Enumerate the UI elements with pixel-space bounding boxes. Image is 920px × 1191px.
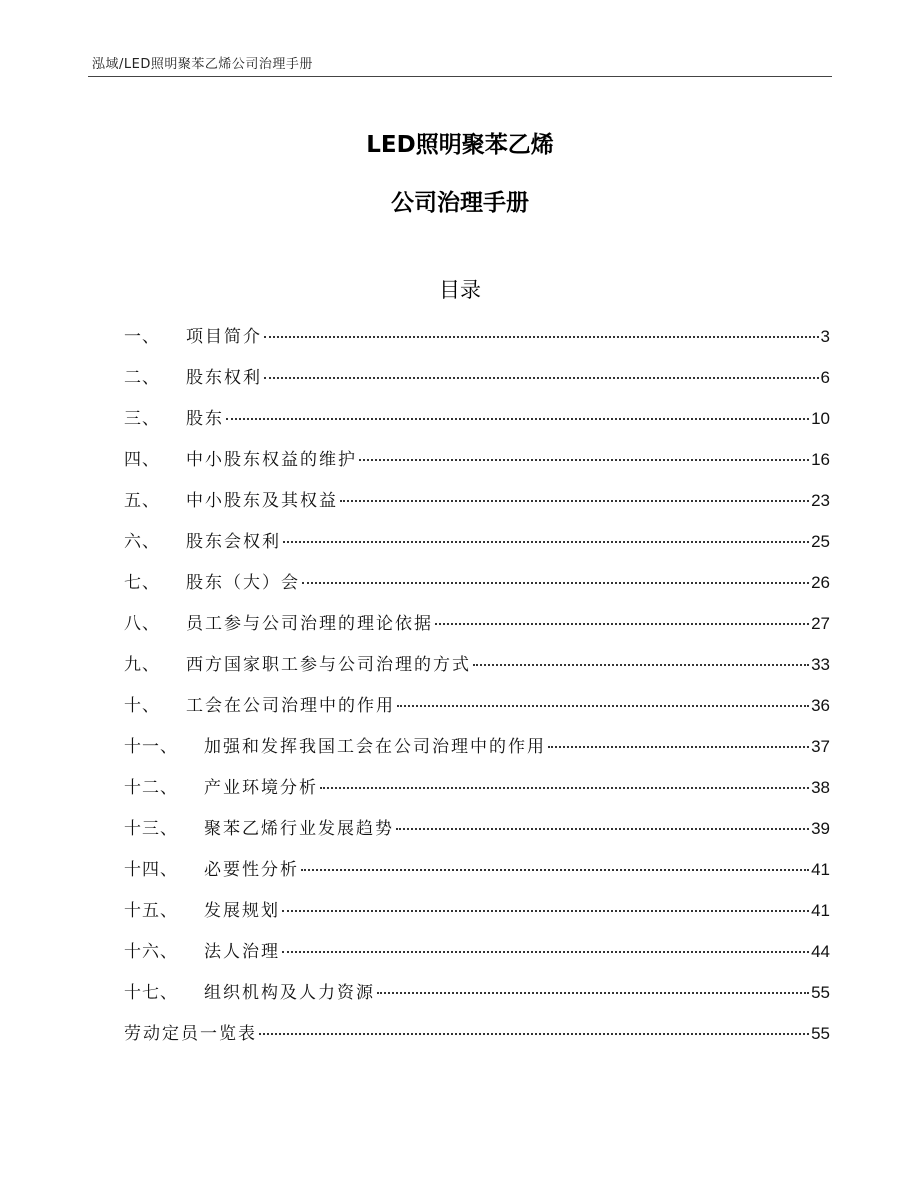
toc-dot-leader — [282, 951, 809, 953]
toc-entry-number: 七、 — [124, 573, 160, 593]
toc-entry-number: 八、 — [124, 614, 160, 634]
toc-dot-leader — [340, 500, 809, 502]
header-divider — [88, 76, 832, 77]
toc-entry-title: 中小股东及其权益 — [186, 491, 338, 511]
toc-entry-title: 项目简介 — [186, 327, 262, 347]
toc-entry-title: 产业环境分析 — [204, 778, 318, 798]
toc-entry-title: 工会在公司治理中的作用 — [186, 696, 395, 716]
toc-entry-number: 十五、 — [124, 901, 178, 921]
toc-entry[interactable] — [124, 445, 830, 486]
toc-entry-page: 3 — [820, 327, 830, 346]
toc-entry[interactable] — [124, 855, 830, 896]
toc-dot-leader — [320, 787, 809, 789]
toc-dot-leader — [301, 869, 809, 871]
document-title-line-2: 公司治理手册 — [391, 190, 529, 216]
toc-entry-number: 十二、 — [124, 778, 178, 798]
toc-dot-leader — [435, 623, 809, 625]
toc-entry[interactable] — [124, 896, 830, 937]
toc-entry-page: 27 — [811, 614, 830, 633]
toc-entry[interactable] — [124, 609, 830, 650]
toc-dot-leader — [283, 541, 809, 543]
toc-entry-page: 39 — [811, 819, 830, 838]
table-of-contents — [124, 322, 830, 1060]
toc-entry-page: 25 — [811, 532, 830, 551]
toc-entry-page: 10 — [811, 409, 830, 428]
toc-entry[interactable] — [124, 978, 830, 1019]
toc-entry-title: 西方国家职工参与公司治理的方式 — [186, 655, 471, 675]
document-title-line-1: LED照明聚苯乙烯 — [366, 132, 554, 158]
toc-entry-page: 6 — [820, 368, 830, 387]
toc-dot-leader — [264, 377, 819, 379]
toc-entry-number: 十三、 — [124, 819, 178, 839]
toc-dot-leader — [259, 1033, 809, 1035]
toc-entry-title: 加强和发挥我国工会在公司治理中的作用 — [204, 737, 546, 757]
toc-entry-page: 16 — [811, 450, 830, 469]
toc-dot-leader — [302, 582, 809, 584]
toc-entry-page: 33 — [811, 655, 830, 674]
running-header: 泓域/LED照明聚苯乙烯公司治理手册 — [92, 57, 313, 72]
toc-entry[interactable] — [124, 691, 830, 732]
toc-dot-leader — [359, 459, 809, 461]
toc-entry[interactable] — [124, 404, 830, 445]
toc-dot-leader — [397, 705, 809, 707]
toc-entry-number: 十一、 — [124, 737, 178, 757]
toc-entry-page: 38 — [811, 778, 830, 797]
toc-entry-title: 员工参与公司治理的理论依据 — [186, 614, 433, 634]
toc-entry-page: 44 — [811, 942, 830, 961]
toc-dot-leader — [226, 418, 809, 420]
toc-entry-number: 十四、 — [124, 860, 178, 880]
toc-entry[interactable] — [124, 568, 830, 609]
toc-dot-leader — [264, 336, 819, 338]
toc-entry-page: 41 — [811, 901, 830, 920]
toc-dot-leader — [548, 746, 809, 748]
toc-entry-number: 一、 — [124, 327, 160, 347]
toc-heading: 目录 — [439, 278, 481, 302]
toc-entry-page: 36 — [811, 696, 830, 715]
toc-entry-number: 十七、 — [124, 983, 178, 1003]
toc-entry[interactable] — [124, 732, 830, 773]
toc-entry[interactable] — [124, 773, 830, 814]
toc-entry[interactable] — [124, 814, 830, 855]
toc-entry-number: 六、 — [124, 532, 160, 552]
toc-entry[interactable] — [124, 937, 830, 978]
toc-entry-title: 中小股东权益的维护 — [186, 450, 357, 470]
toc-entry[interactable] — [124, 486, 830, 527]
toc-entry-number: 三、 — [124, 409, 160, 429]
toc-dot-leader — [377, 992, 809, 994]
toc-entry-page: 26 — [811, 573, 830, 592]
toc-entry-page: 23 — [811, 491, 830, 510]
toc-entry[interactable] — [124, 363, 830, 404]
toc-entry-title: 劳动定员一览表 — [124, 1024, 257, 1044]
toc-entry-title: 股东（大）会 — [186, 573, 300, 593]
toc-entry-title: 股东 — [186, 409, 224, 429]
toc-entry[interactable] — [124, 322, 830, 363]
toc-entry-page: 41 — [811, 860, 830, 879]
toc-entry-title: 发展规划 — [204, 901, 280, 921]
toc-entry-title: 聚苯乙烯行业发展趋势 — [204, 819, 394, 839]
toc-entry-page: 55 — [811, 983, 830, 1002]
toc-entry-title: 股东权利 — [186, 368, 262, 388]
toc-dot-leader — [396, 828, 809, 830]
toc-entry-number: 十、 — [124, 696, 160, 716]
toc-entry-title: 法人治理 — [204, 942, 280, 962]
toc-entry-title: 必要性分析 — [204, 860, 299, 880]
toc-entry-number: 十六、 — [124, 942, 178, 962]
toc-entry-number: 五、 — [124, 491, 160, 511]
toc-entry-title: 股东会权利 — [186, 532, 281, 552]
toc-dot-leader — [282, 910, 809, 912]
toc-entry-title: 组织机构及人力资源 — [204, 983, 375, 1003]
toc-entry-number: 九、 — [124, 655, 160, 675]
toc-entry[interactable] — [124, 650, 830, 691]
toc-entry-page: 37 — [811, 737, 830, 756]
toc-entry-page: 55 — [811, 1024, 830, 1043]
toc-entry-number: 四、 — [124, 450, 160, 470]
toc-dot-leader — [473, 664, 809, 666]
toc-entry-number: 二、 — [124, 368, 160, 388]
toc-entry[interactable] — [124, 1019, 830, 1060]
toc-entry[interactable] — [124, 527, 830, 568]
